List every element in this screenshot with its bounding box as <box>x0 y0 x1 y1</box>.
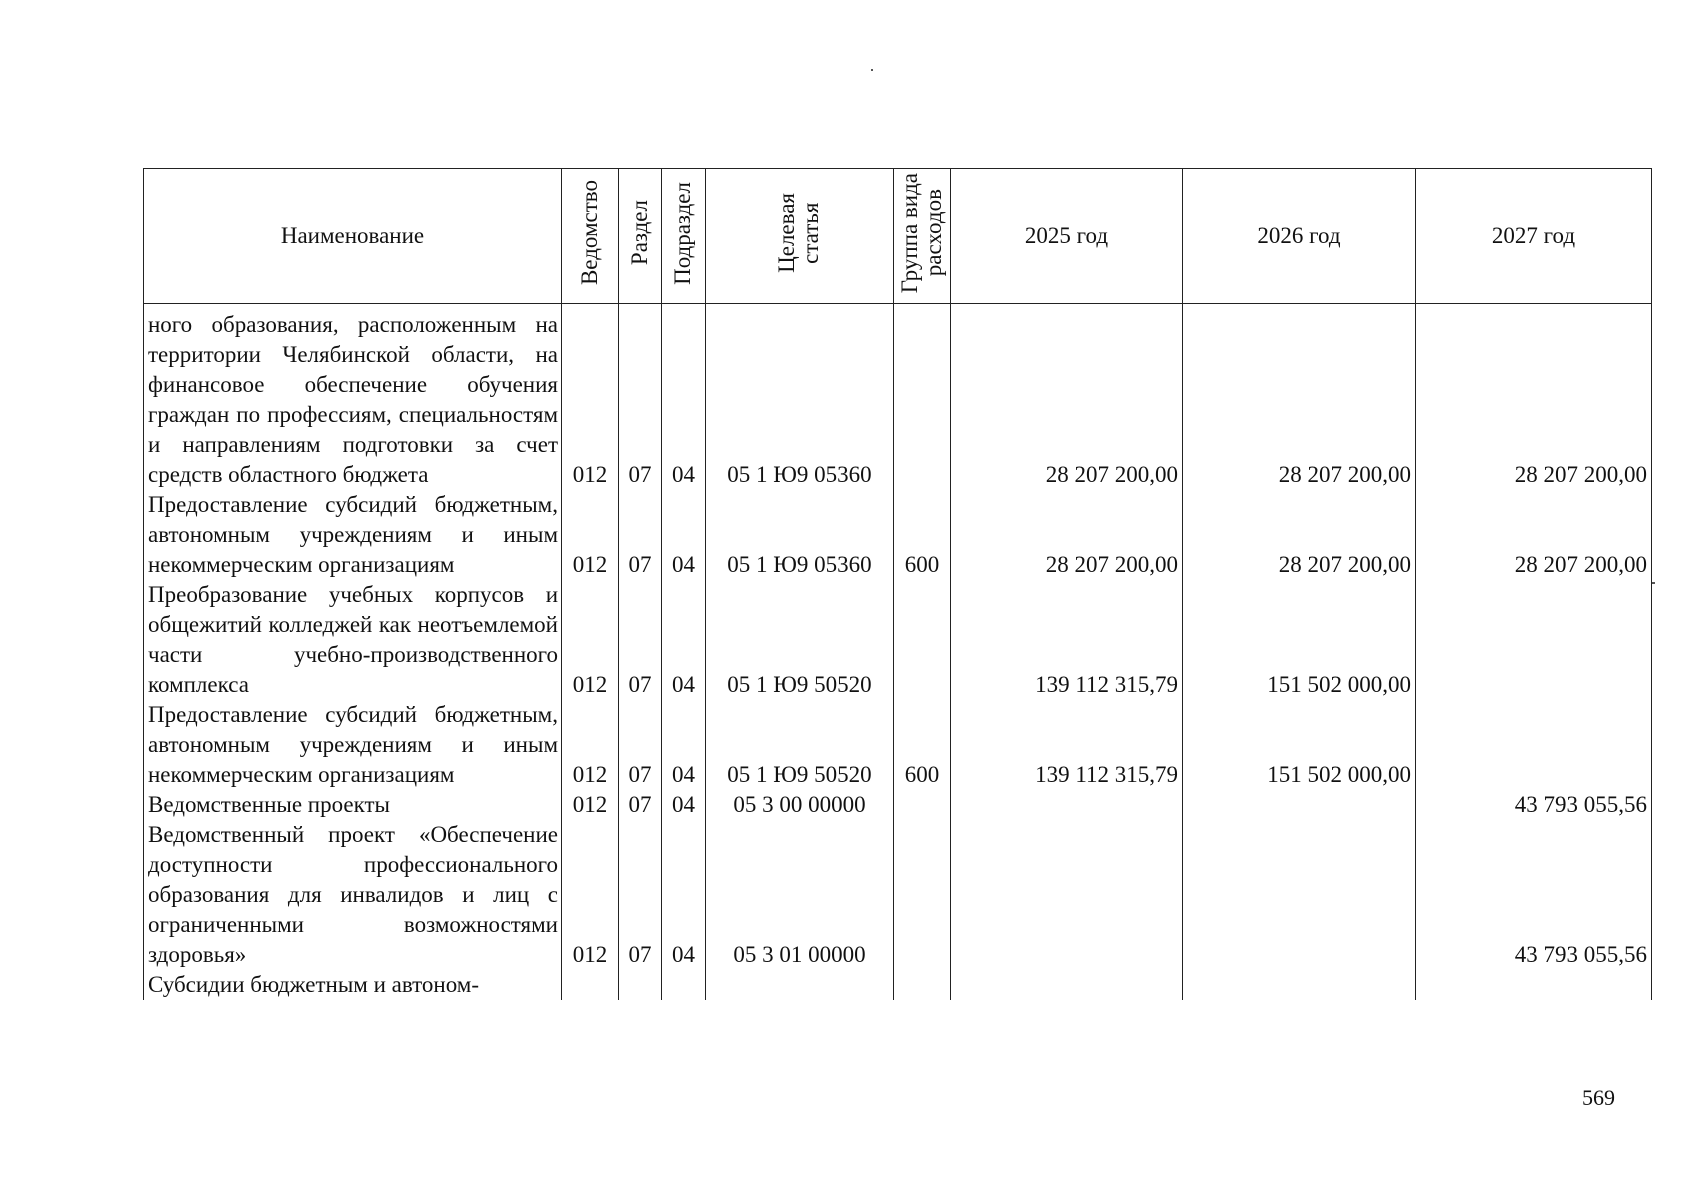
row-2026 <box>1183 820 1416 970</box>
row-name: Преобразование учебных корпусов и общежитий колледжей как неотъемлемой части учебно-производственного комплекса <box>144 580 562 700</box>
row-2027: 43 793 055,56 <box>1416 820 1652 970</box>
row-2027 <box>1416 700 1652 790</box>
header-2025: 2025 год <box>951 169 1183 304</box>
row-name: Ведомственный проект «Обеспечение доступности профессионального образования для инвалидов и лиц с ограниченными возможностями здоровья» <box>144 820 562 970</box>
row-gruppa <box>894 304 951 491</box>
row-celevaya: 05 1 Ю9 05360 <box>706 490 894 580</box>
row-2025: 139 112 315,79 <box>951 700 1183 790</box>
row-gruppa <box>894 820 951 970</box>
row-name: Субсидии бюджетным и автоном- <box>144 970 562 1000</box>
row-vedomstvo: 012 <box>562 790 619 820</box>
header-2027: 2027 год <box>1416 169 1652 304</box>
row-razdel: 07 <box>619 700 662 790</box>
row-name: Предоставление субсидий бюджетным, автономным учреждениям и иным некоммерческим организациям <box>144 490 562 580</box>
row-celevaya: 05 3 01 00000 <box>706 820 894 970</box>
row-celevaya: 05 1 Ю9 50520 <box>706 580 894 700</box>
scan-speck <box>871 69 873 71</box>
row-podrazdel: 04 <box>662 304 706 491</box>
row-2026: 151 502 000,00 <box>1183 700 1416 790</box>
row-podrazdel: 04 <box>662 790 706 820</box>
row-razdel: 07 <box>619 820 662 970</box>
row-podrazdel: 04 <box>662 820 706 970</box>
row-2027: 28 207 200,00 <box>1416 304 1652 491</box>
header-gruppa: Группа вида расходов <box>894 169 951 304</box>
header-razdel: Раздел <box>619 169 662 304</box>
row-celevaya: 05 1 Ю9 50520 <box>706 700 894 790</box>
budget-table <box>143 168 1652 1000</box>
row-razdel: 07 <box>619 304 662 491</box>
row-2025 <box>951 970 1183 1000</box>
row-gruppa: 600 <box>894 700 951 790</box>
row-gruppa <box>894 970 951 1000</box>
row-2027: 43 793 055,56 <box>1416 790 1652 820</box>
table-row <box>144 790 1652 820</box>
row-2025 <box>951 790 1183 820</box>
header-podrazdel: Подраздел <box>662 169 706 304</box>
row-2027 <box>1416 970 1652 1000</box>
row-celevaya <box>706 970 894 1000</box>
row-2025: 139 112 315,79 <box>951 580 1183 700</box>
table-row <box>144 304 1652 491</box>
row-name: ного образования, расположенным на территории Челябинской области, на финансовое обеспечение обучения граждан по профессиям, специальностям и направлениям подготовки за счет средств областного бюджета <box>144 304 562 491</box>
row-razdel: 07 <box>619 790 662 820</box>
row-2026: 28 207 200,00 <box>1183 304 1416 491</box>
row-vedomstvo: 012 <box>562 580 619 700</box>
row-2026 <box>1183 790 1416 820</box>
table-row <box>144 490 1652 580</box>
row-podrazdel: 04 <box>662 700 706 790</box>
scan-speck <box>1652 582 1655 584</box>
row-razdel <box>619 970 662 1000</box>
row-celevaya: 05 1 Ю9 05360 <box>706 304 894 491</box>
row-vedomstvo <box>562 970 619 1000</box>
header-vedomstvo: Ведомство <box>562 169 619 304</box>
page-number: 569 <box>1582 1085 1615 1110</box>
row-name: Предоставление субсидий бюджетным, автономным учреждениям и иным некоммерческим организациям <box>144 700 562 790</box>
row-podrazdel <box>662 970 706 1000</box>
table-header-row <box>144 169 1652 304</box>
row-2025: 28 207 200,00 <box>951 304 1183 491</box>
row-podrazdel: 04 <box>662 580 706 700</box>
row-celevaya: 05 3 00 00000 <box>706 790 894 820</box>
row-2026 <box>1183 970 1416 1000</box>
row-podrazdel: 04 <box>662 490 706 580</box>
row-vedomstvo: 012 <box>562 490 619 580</box>
table-row <box>144 580 1652 700</box>
row-2027: 28 207 200,00 <box>1416 490 1652 580</box>
table-row <box>144 700 1652 790</box>
row-vedomstvo: 012 <box>562 304 619 491</box>
row-gruppa <box>894 790 951 820</box>
row-2025: 28 207 200,00 <box>951 490 1183 580</box>
header-2026: 2026 год <box>1183 169 1416 304</box>
row-vedomstvo: 012 <box>562 700 619 790</box>
row-razdel: 07 <box>619 580 662 700</box>
header-celevaya: Целевая статья <box>706 169 894 304</box>
row-2025 <box>951 820 1183 970</box>
table-row <box>144 970 1652 1000</box>
header-name: Наименование <box>144 169 562 304</box>
row-razdel: 07 <box>619 490 662 580</box>
row-gruppa: 600 <box>894 490 951 580</box>
row-2026: 28 207 200,00 <box>1183 490 1416 580</box>
row-name: Ведомственные проекты <box>144 790 562 820</box>
row-2027 <box>1416 580 1652 700</box>
row-gruppa <box>894 580 951 700</box>
row-vedomstvo: 012 <box>562 820 619 970</box>
table-row <box>144 820 1652 970</box>
row-2026: 151 502 000,00 <box>1183 580 1416 700</box>
